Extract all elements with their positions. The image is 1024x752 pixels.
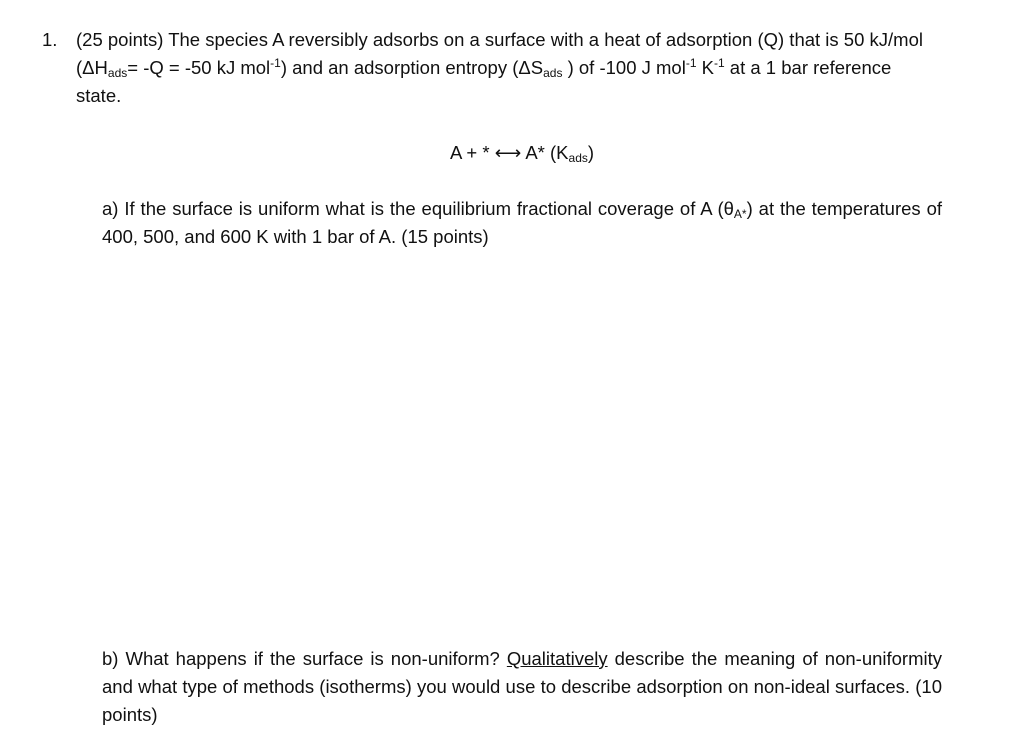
problem-number: 1.	[42, 29, 58, 50]
superscript-minus-one: -1	[685, 56, 697, 70]
part-a-text-2: ) at the temperatures of 400, 500, and 600 K with 1 bar of A. (15 points)	[102, 198, 942, 247]
problem-text-4: ) of -100 J mol	[562, 57, 686, 78]
subscript-ads: ads	[543, 66, 563, 80]
problem-text-5: K	[696, 57, 714, 78]
problem-text-6: at a 1 bar reference state.	[76, 57, 892, 106]
subscript-ads: ads	[107, 66, 128, 80]
superscript-minus-one: -1	[714, 56, 725, 70]
reaction-main: A + * ⟷ A* (K	[449, 142, 569, 163]
part-a-question	[102, 195, 942, 251]
reaction-end: )	[587, 142, 595, 163]
part-b-underlined: Qualitatively	[506, 648, 608, 669]
part-b-text-1: b) What happens if the surface is non-uniform?	[102, 648, 507, 669]
problem-text-2: = -Q = -50 kJ mol	[127, 57, 271, 78]
part-a-subscript: A*	[733, 207, 747, 221]
reaction-equation	[0, 139, 1024, 167]
part-b-question	[102, 645, 942, 729]
problem-statement	[76, 26, 936, 110]
problem-text-1: (25 points) The species A reversibly adsorbs on a surface with a heat of adsorption (Q) that is 50 kJ/mol (ΔH	[76, 29, 923, 78]
part-b-text-2: describe the meaning of non-uniformity and what type of methods (isotherms) you would use to describe adsorption on non-ideal surfaces. (10 points)	[102, 648, 943, 725]
part-a-text-1: a) If the surface is uniform what is the equilibrium fractional coverage of A (θ	[102, 198, 734, 219]
reaction-subscript: ads	[568, 151, 588, 165]
problem-text-3: ) and an adsorption entropy (ΔS	[280, 57, 544, 78]
superscript-minus-one: -1	[270, 56, 281, 70]
